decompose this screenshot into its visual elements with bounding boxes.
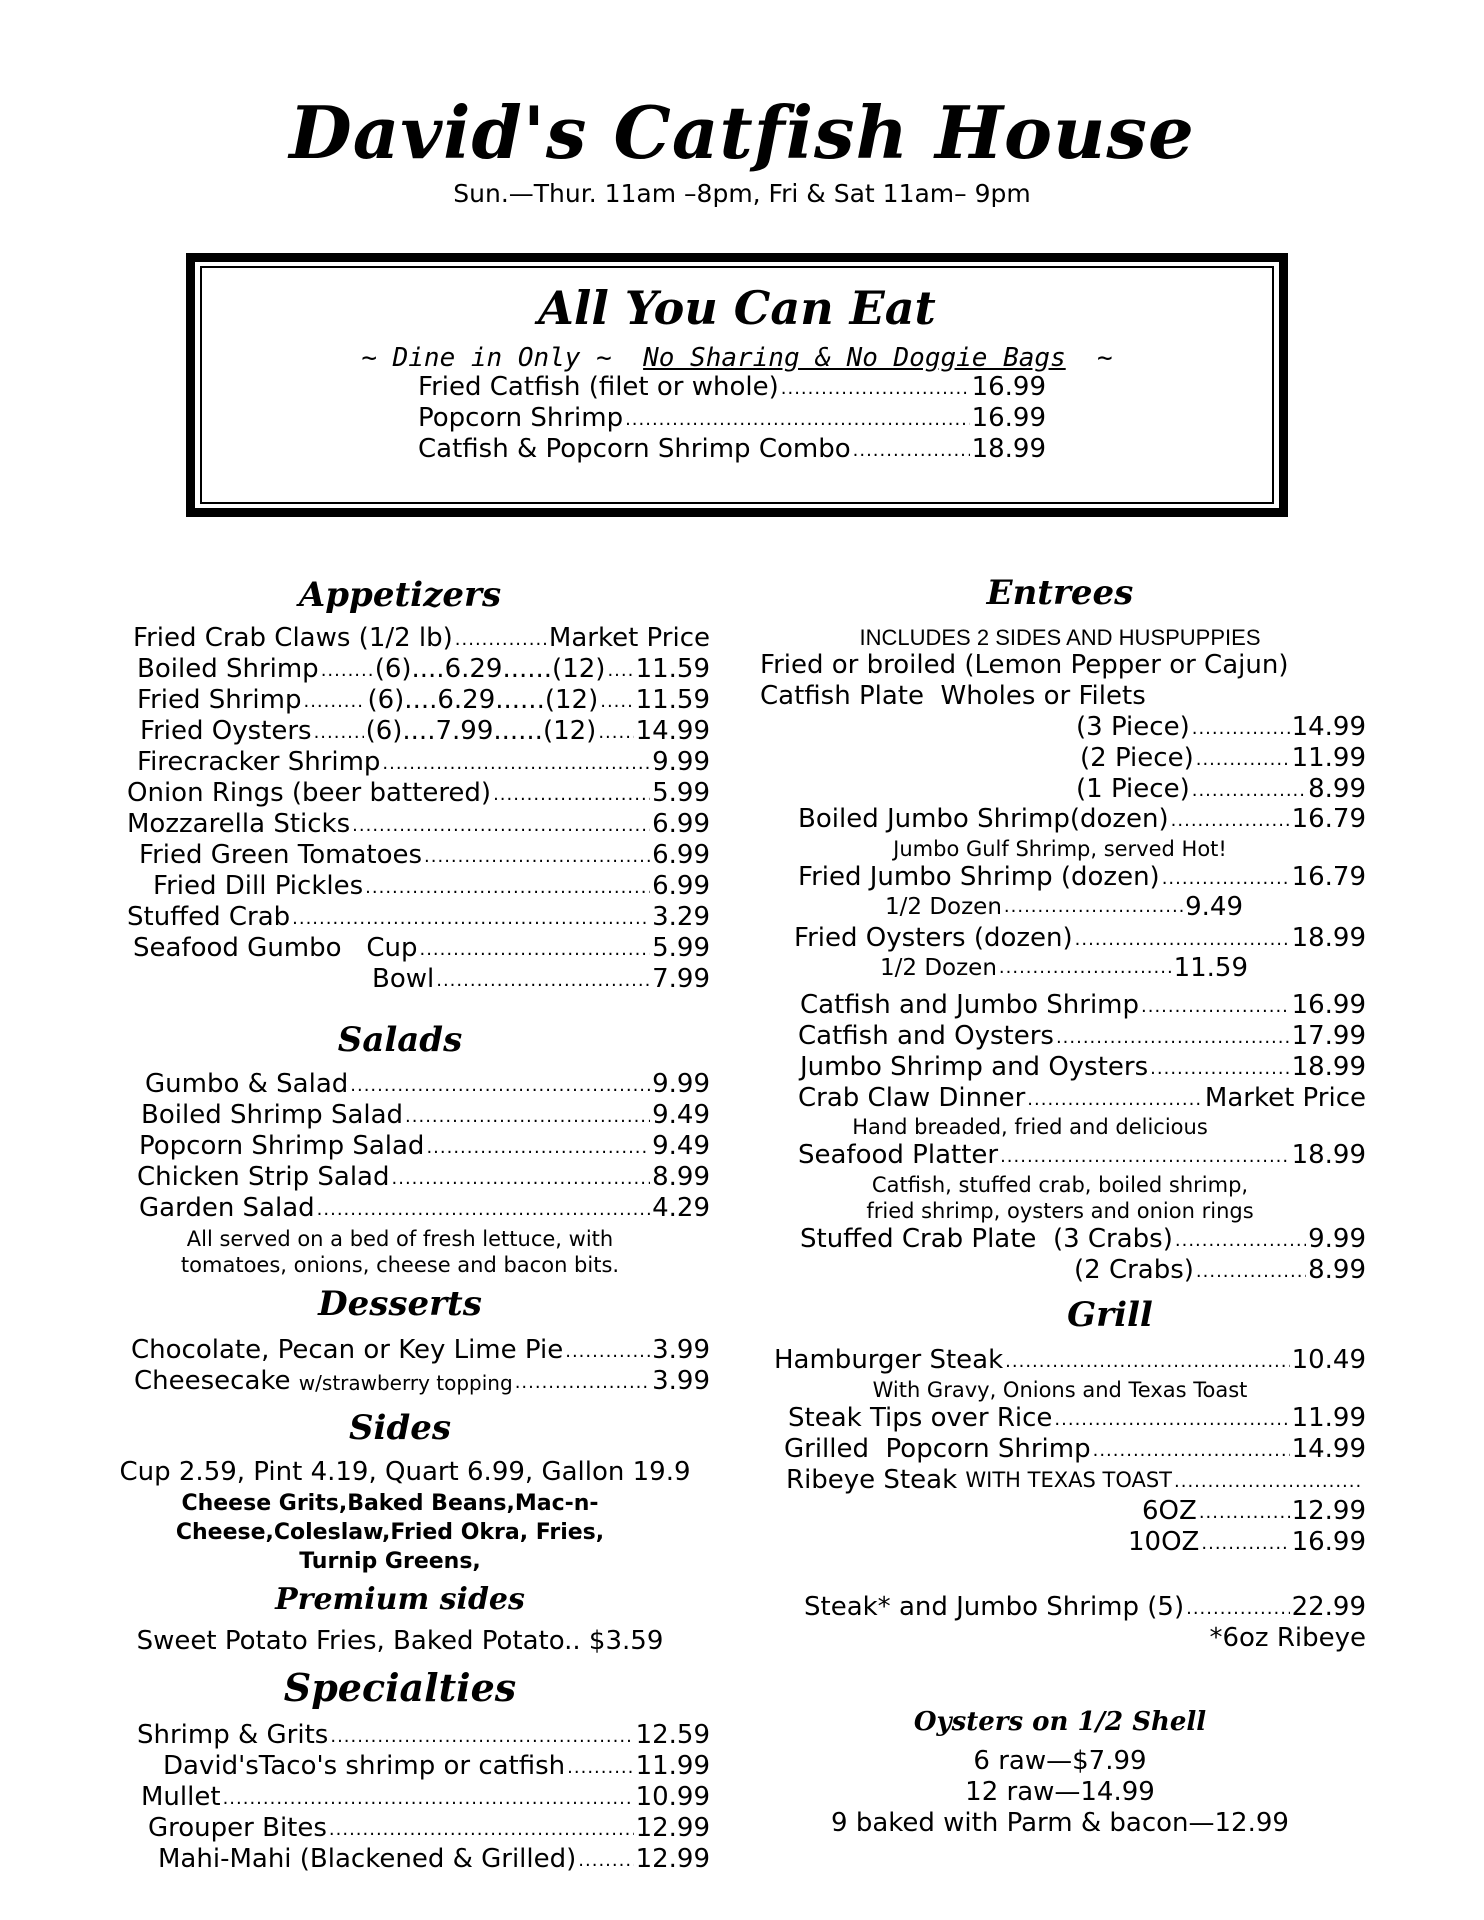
menu-item xyxy=(139,1193,710,1224)
leader-dots xyxy=(781,372,970,403)
item-price: Market Price xyxy=(1204,1083,1366,1113)
hours-text: Sun.—Thur. 11am –8pm, Fri & Sat 11am– 9pm xyxy=(453,179,1031,208)
grill-heading: Grill xyxy=(1067,1295,1153,1335)
item-price: 3.99 xyxy=(652,1335,710,1365)
item-price: 16.79 xyxy=(1291,804,1366,834)
item-name: (3 Piece) xyxy=(1076,712,1190,742)
menu-item xyxy=(798,1083,1366,1114)
menu-item xyxy=(800,1052,1366,1083)
ayce-item xyxy=(418,434,1046,465)
menu-item xyxy=(798,1021,1366,1052)
menu-item xyxy=(137,747,710,778)
menu-item xyxy=(784,1434,1366,1465)
leader-dots xyxy=(1093,1434,1290,1465)
leader-dots xyxy=(1004,893,1183,921)
appetizers-heading: Appetizers xyxy=(298,575,502,615)
item-price: 9.99 xyxy=(652,747,710,777)
menu-item xyxy=(141,1100,710,1131)
item-name: 1/2 Dozen xyxy=(880,955,997,981)
leader-dots xyxy=(1005,1345,1289,1376)
item-price: 16.99 xyxy=(1291,1527,1366,1557)
item-price: 18.99 xyxy=(1291,1052,1366,1082)
menu-item xyxy=(786,1465,1366,1496)
item-price: 9.49 xyxy=(1185,892,1243,922)
menu-item xyxy=(798,804,1366,835)
menu-item xyxy=(134,1366,710,1397)
combo-note: *6oz Ribeye xyxy=(1209,1623,1366,1653)
sides-list-3: Turnip Greens, xyxy=(299,1549,481,1574)
item-price: 7.99 xyxy=(652,964,710,994)
item-name: Catfish and Jumbo Shrimp xyxy=(800,990,1140,1020)
boiled-jumbo-note: Jumbo Gulf Shrimp, served Hot! xyxy=(893,837,1227,861)
menu-item xyxy=(127,778,710,809)
sides-sizes: Cup 2.59, Pint 4.19, Quart 6.99, Gallon 19.9 xyxy=(119,1457,691,1487)
item-price: 6.99 xyxy=(652,809,710,839)
ayce-note-suffix: ~ xyxy=(1097,343,1113,373)
leader-dots xyxy=(1027,1083,1203,1114)
menu-item xyxy=(140,716,710,747)
menu-item xyxy=(133,933,710,964)
menu-item xyxy=(372,964,710,995)
sides-list-2: Cheese,Coleslaw,Fried Okra, Fries, xyxy=(175,1520,605,1545)
crab-note: Hand breaded, fried and delicious xyxy=(852,1115,1208,1139)
item-price: 5.99 xyxy=(652,778,710,808)
menu-item xyxy=(1142,1496,1366,1527)
oysters-line-1: 6 raw—$7.99 xyxy=(973,1746,1147,1776)
leader-dots xyxy=(1192,712,1290,743)
salads-note-2: tomatoes, onions, cheese and bacon bits. xyxy=(180,1253,620,1277)
item-name: Seafood Gumbo Cup xyxy=(133,933,418,963)
leader-dots xyxy=(853,434,970,465)
item-name: Stuffed Crab xyxy=(127,902,291,932)
leader-dots xyxy=(424,840,650,871)
item-price: 11.59 xyxy=(635,654,710,684)
item-mid: (6)....7.99......(12) xyxy=(365,716,597,746)
item-price: 4.29 xyxy=(652,1193,710,1223)
leader-dots xyxy=(1199,1496,1290,1527)
leader-dots xyxy=(567,1751,633,1782)
item-name: Fried Green Tomatoes xyxy=(139,840,423,870)
leader-dots xyxy=(317,1193,650,1224)
leader-dots xyxy=(303,685,365,716)
item-sub: w/strawberry topping xyxy=(298,1371,513,1395)
item-price: 16.99 xyxy=(971,403,1046,433)
leader-dots xyxy=(598,716,633,747)
leader-dots xyxy=(1075,923,1290,954)
item-name: Mullet xyxy=(141,1782,221,1812)
leader-dots xyxy=(565,1335,650,1366)
item-name: (2 Crabs) xyxy=(1074,1255,1194,1285)
menu-item xyxy=(804,1592,1366,1623)
item-name: Grouper Bites xyxy=(148,1813,327,1843)
leader-dots xyxy=(1171,804,1290,835)
item-price: 3.99 xyxy=(652,1366,710,1396)
entrees-includes: INCLUDES 2 SIDES AND HUSPUPPIES xyxy=(859,625,1261,650)
leader-dots xyxy=(365,871,650,902)
item-price: 14.99 xyxy=(1291,1434,1366,1464)
menu-item xyxy=(133,623,710,654)
item-name: Chicken Strip Salad xyxy=(137,1162,390,1192)
item-name: Fried Crab Claws (1/2 lb) xyxy=(133,623,453,653)
item-price: 11.99 xyxy=(1291,1403,1366,1433)
menu-item xyxy=(141,1782,710,1813)
leader-dots xyxy=(329,1813,634,1844)
leader-dots xyxy=(1201,1527,1289,1558)
item-price: 6.99 xyxy=(652,840,710,870)
item-price: 8.99 xyxy=(652,1162,710,1192)
item-price: Market Price xyxy=(548,623,710,653)
leader-dots xyxy=(999,954,1172,982)
item-price: 18.99 xyxy=(1291,923,1366,953)
leader-dots xyxy=(1192,774,1306,805)
oysters-heading: Oysters on 1/2 Shell xyxy=(913,1707,1207,1737)
item-price: 12.99 xyxy=(635,1844,710,1874)
item-name: Fried Catfish (filet or whole) xyxy=(418,372,779,402)
menu-item xyxy=(1128,1527,1366,1558)
item-name: Boiled Jumbo Shrimp(dozen) xyxy=(798,804,1169,834)
restaurant-title: David's Catfish House xyxy=(289,90,1195,175)
platter-note-2: fried shrimp, oysters and onion rings xyxy=(866,1199,1254,1223)
item-name: 10OZ xyxy=(1128,1527,1200,1557)
item-name: Gumbo & Salad xyxy=(145,1069,349,1099)
oysters-line-3: 9 baked with Parm & bacon—12.99 xyxy=(831,1808,1289,1838)
item-name: Grilled Popcorn Shrimp xyxy=(784,1434,1091,1464)
menu-item xyxy=(885,893,1243,921)
item-price: 9.49 xyxy=(652,1131,710,1161)
leader-dots xyxy=(1150,1052,1289,1083)
menu-item xyxy=(800,1224,1366,1255)
item-name: (1 Piece) xyxy=(1076,774,1190,804)
item-price: 10.49 xyxy=(1291,1345,1366,1375)
item-mid: (6)....6.29......(12) xyxy=(374,654,606,684)
leader-dots xyxy=(436,964,650,995)
leader-dots xyxy=(1196,1255,1306,1286)
item-name: 1/2 Dozen xyxy=(885,894,1002,920)
item-name: Hamburger Steak xyxy=(774,1345,1004,1375)
item-name: Boiled Shrimp Salad xyxy=(141,1100,404,1130)
leader-dots xyxy=(600,685,633,716)
leader-dots xyxy=(1175,1224,1306,1255)
item-name: Popcorn Shrimp xyxy=(418,403,624,433)
item-price: 9.99 xyxy=(652,1069,710,1099)
menu-item xyxy=(788,1403,1366,1434)
item-price: 5.99 xyxy=(652,933,710,963)
item-name: Steak* and Jumbo Shrimp (5) xyxy=(804,1592,1185,1622)
item-price: 14.99 xyxy=(635,716,710,746)
menu-item xyxy=(163,1751,710,1782)
menu-item xyxy=(1076,712,1366,743)
desserts-heading: Desserts xyxy=(318,1284,482,1324)
leader-dots xyxy=(607,654,633,685)
item-name: Fried Oysters xyxy=(140,716,312,746)
item-name: Fried Shrimp xyxy=(137,685,302,715)
menu-item xyxy=(137,1720,710,1751)
item-price: 22.99 xyxy=(1291,1592,1366,1622)
leader-dots xyxy=(292,902,650,933)
leader-dots xyxy=(1174,1465,1364,1496)
item-name: Catfish & Popcorn Shrimp Combo xyxy=(418,434,851,464)
ayce-item xyxy=(418,403,1046,434)
menu-item xyxy=(145,1069,710,1100)
leader-dots xyxy=(392,1162,651,1193)
item-price: 9.99 xyxy=(1308,1224,1366,1254)
menu-item xyxy=(137,654,710,685)
menu-item xyxy=(148,1813,710,1844)
salads-note-1: All served on a bed of fresh lettuce, with xyxy=(186,1227,614,1251)
item-price: 8.99 xyxy=(1308,1255,1366,1285)
entrees-line2: Catfish Plate Wholes or Filets xyxy=(760,681,1146,711)
item-price: 3.29 xyxy=(652,902,710,932)
item-name: Firecracker Shrimp xyxy=(137,747,381,777)
menu-item xyxy=(137,685,710,716)
leader-dots xyxy=(405,1100,650,1131)
item-name: Seafood Platter xyxy=(798,1140,999,1170)
item-price: 11.59 xyxy=(635,685,710,715)
menu-item xyxy=(139,1131,710,1162)
leader-dots xyxy=(382,747,650,778)
item-sub: WITH TEXAS TOAST xyxy=(965,1468,1173,1492)
item-name: Mahi-Mahi (Blackened & Grilled) xyxy=(158,1844,577,1874)
menu-item xyxy=(1074,1255,1366,1286)
leader-dots xyxy=(455,623,547,654)
item-price: 9.49 xyxy=(652,1100,710,1130)
menu-item xyxy=(794,923,1366,954)
item-name: Bowl xyxy=(372,964,435,994)
premium-sides-text: Sweet Potato Fries, Baked Potato.. $3.59 xyxy=(136,1626,664,1656)
menu-item xyxy=(774,1345,1366,1376)
item-name: Crab Claw Dinner xyxy=(798,1083,1026,1113)
leader-dots xyxy=(314,716,364,747)
item-name: Cheesecake xyxy=(134,1366,291,1396)
leader-dots xyxy=(1056,1021,1290,1052)
menu-item xyxy=(800,990,1366,1021)
item-price: 6.99 xyxy=(652,871,710,901)
item-name: Popcorn Shrimp Salad xyxy=(139,1131,425,1161)
item-price: 12.99 xyxy=(1291,1496,1366,1526)
item-name: Ribeye Steak xyxy=(786,1465,958,1495)
item-name: 6OZ xyxy=(1142,1496,1197,1526)
item-price: 14.99 xyxy=(1291,712,1366,742)
item-price: 16.99 xyxy=(971,372,1046,402)
leader-dots xyxy=(352,809,650,840)
leader-dots xyxy=(625,403,969,434)
menu-item xyxy=(131,1335,710,1366)
item-price: 11.99 xyxy=(1291,743,1366,773)
hamburger-note: With Gravy, Onions and Texas Toast xyxy=(872,1378,1248,1402)
menu-item xyxy=(153,871,710,902)
item-mid: (6)....6.29......(12) xyxy=(367,685,599,715)
item-name: Fried Oysters (dozen) xyxy=(794,923,1073,953)
leader-dots xyxy=(515,1366,650,1397)
item-price: 16.99 xyxy=(1291,990,1366,1020)
leader-dots xyxy=(223,1782,634,1813)
item-price: 17.99 xyxy=(1291,1021,1366,1051)
item-price: 11.99 xyxy=(635,1751,710,1781)
menu-item xyxy=(139,840,710,871)
ayce-note-underlined: No Sharing & No Doggie Bags xyxy=(643,343,1066,373)
menu-item xyxy=(880,954,1248,982)
item-name: David'sTaco's shrimp or catfish xyxy=(163,1751,566,1781)
oysters-line-2: 12 raw—14.99 xyxy=(965,1777,1155,1807)
leader-dots xyxy=(1141,990,1290,1021)
leader-dots xyxy=(330,1720,633,1751)
item-price: 10.99 xyxy=(635,1782,710,1812)
menu-item xyxy=(127,809,710,840)
ayce-note-prefix: ~ Dine in Only ~ xyxy=(361,343,612,373)
item-name: (2 Piece) xyxy=(1080,743,1194,773)
item-price: 12.59 xyxy=(635,1720,710,1750)
leader-dots xyxy=(350,1069,650,1100)
item-price: 8.99 xyxy=(1308,774,1366,804)
ayce-item xyxy=(418,372,1046,403)
menu-item xyxy=(127,902,710,933)
item-name: Onion Rings (beer battered) xyxy=(127,778,492,808)
leader-dots xyxy=(1000,1140,1289,1171)
item-name: Chocolate, Pecan or Key Lime Pie xyxy=(131,1335,564,1365)
entrees-line1: Fried or broiled (Lemon Pepper or Cajun) xyxy=(760,650,1289,680)
item-name: Mozzarella Sticks xyxy=(127,809,351,839)
item-name: Garden Salad xyxy=(139,1193,315,1223)
item-name: Fried Jumbo Shrimp (dozen) xyxy=(798,862,1160,892)
leader-dots xyxy=(1186,1592,1289,1623)
entrees-heading: Entrees xyxy=(986,573,1134,613)
item-name: Boiled Shrimp xyxy=(137,654,319,684)
item-price: 11.59 xyxy=(1173,953,1248,983)
item-name: Stuffed Crab Plate (3 Crabs) xyxy=(800,1224,1173,1254)
sides-list-1: Cheese Grits,Baked Beans,Mac-n- xyxy=(181,1491,599,1516)
item-name: Fried Dill Pickles xyxy=(153,871,364,901)
item-name: Catfish and Oysters xyxy=(798,1021,1054,1051)
leader-dots xyxy=(321,654,373,685)
platter-note-1: Catfish, stuffed crab, boiled shrimp, xyxy=(871,1173,1249,1197)
menu-item xyxy=(1080,743,1366,774)
item-name: Shrimp & Grits xyxy=(137,1720,329,1750)
ayce-heading: All You Can Eat xyxy=(538,281,936,335)
sides-heading: Sides xyxy=(348,1408,452,1448)
item-price: 18.99 xyxy=(1291,1140,1366,1170)
leader-dots xyxy=(1054,1403,1289,1434)
leader-dots xyxy=(578,1844,633,1875)
menu-item xyxy=(158,1844,710,1875)
item-price: 16.79 xyxy=(1291,862,1366,892)
menu-item xyxy=(137,1162,710,1193)
ayce-note xyxy=(200,342,1274,374)
menu-item xyxy=(798,862,1366,893)
salads-heading: Salads xyxy=(337,1020,463,1060)
leader-dots xyxy=(419,933,650,964)
specialties-heading: Specialties xyxy=(283,1665,517,1710)
item-name: Jumbo Shrimp and Oysters xyxy=(800,1052,1149,1082)
item-price: 18.99 xyxy=(971,434,1046,464)
leader-dots xyxy=(493,778,650,809)
menu-item xyxy=(798,1140,1366,1171)
leader-dots xyxy=(426,1131,650,1162)
menu-item xyxy=(1076,774,1366,805)
item-name: Steak Tips over Rice xyxy=(788,1403,1053,1433)
leader-dots xyxy=(1162,862,1290,893)
premium-sides-heading: Premium sides xyxy=(275,1582,525,1617)
item-price: 12.99 xyxy=(635,1813,710,1843)
leader-dots xyxy=(1196,743,1290,774)
